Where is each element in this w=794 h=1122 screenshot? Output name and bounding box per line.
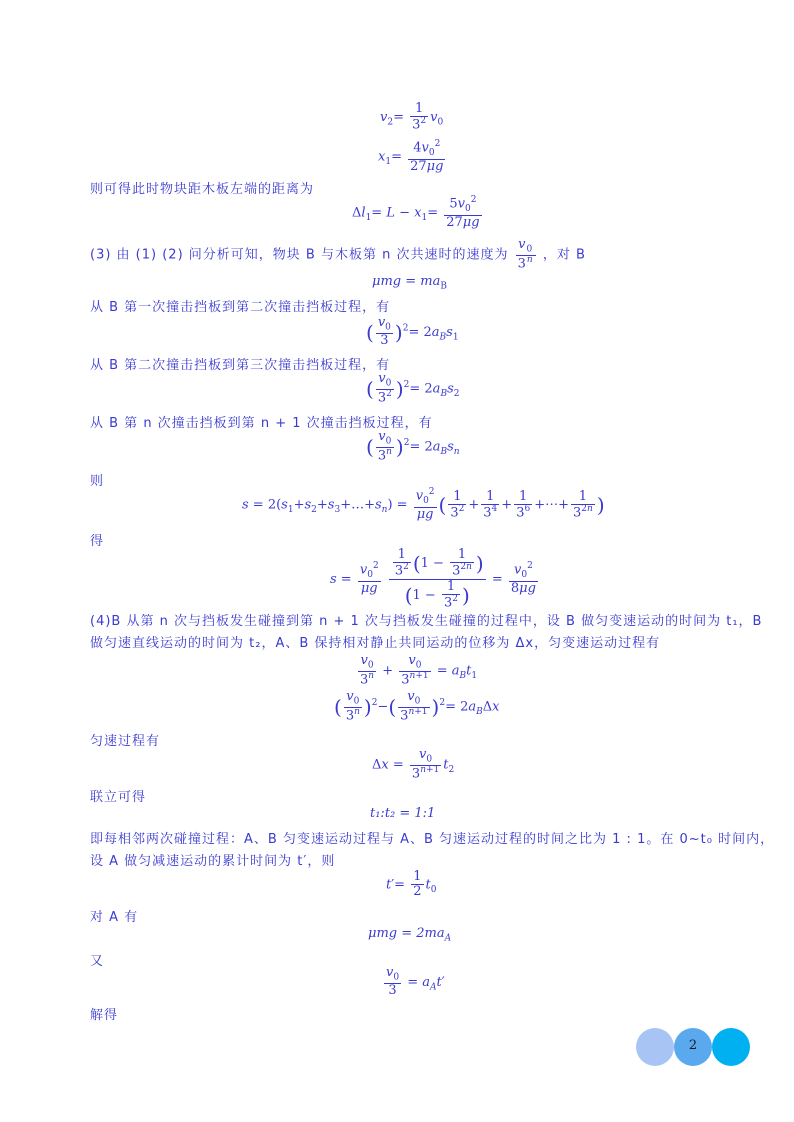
text-line-7: 得 [90, 534, 105, 549]
equation-t-prime: t′= $\frac{1}{2}$ $t_0$ [386, 869, 437, 900]
text-line-2: (3) 由 (1) (2) 问分析可知，物块 B 与木板第 n 次共速时的速度为 $\frac{v_0}{3^n}$ ，对 B [90, 237, 586, 272]
text-line-3: 从 B 第一次撞击挡板到第二次撞击挡板过程，有 [90, 300, 391, 315]
equation-s-result: s = $\frac{v_0^2}{\mu g}$ $\frac{1}{3^2}$ (1 − $\frac{1}{3^{2n}}$ ) (1 − $\frac{1}{3^2}$ ) = $\frac{v_0^2}{8\mu g}$ [330, 547, 536, 611]
equation-s2: ( $\frac{v_0}{3^2}$ )$^2= 2a_Bs_2$ [366, 371, 460, 406]
text-line-8: (4)B 从第 n 次与挡板发生碰撞到第 n + 1 次与挡板发生碰撞的过程中，设 B 做匀变速运动的时间为 t₁，B [90, 614, 763, 629]
text-line-15: 又 [90, 954, 105, 969]
equation-v0-3: $\frac{v_0}{3}$ = $a_At'$ [386, 965, 445, 999]
text-line-2b: ，对 B [542, 247, 586, 263]
text-line-12: 即每相邻两次碰撞过程：A、B 匀变速运动过程与 A、B 匀速运动过程的时间之比为 1 : 1。在 0~t₀ 时间内， [90, 832, 775, 847]
text-line-14: 对 A 有 [90, 910, 139, 925]
equation-velocity-squared: ( $\frac{v_0}{3^n}$ )$^2$−( $\frac{v_0}{3^{n+1}}$ )$^2= 2a_B\Delta x$ [334, 689, 500, 724]
text-line-1: 则可得此时物块距木板左端的距离为 [90, 182, 315, 197]
text-line-6: 则 [90, 474, 105, 489]
equation-mumg-a-text: μmg = 2ma [368, 926, 445, 941]
badge-circle-right [712, 1028, 750, 1066]
page-number: 2 [688, 1038, 698, 1053]
equation-x1: $x_1=$ $\frac{4v_0^2}{27\mu g}$ [378, 139, 444, 174]
equation-mumg-a: $\mu mg = 2ma_A$ [368, 926, 452, 944]
equation-ratio: t₁:t₂ = 1:1 [370, 806, 436, 821]
text-line-16: 解得 [90, 1008, 119, 1023]
equation-delta-x: Δx = $\frac{v_0}{3^{n+1}}$ $t_2$ [372, 747, 455, 782]
equation-delta-l1: $\Delta l_1= L - x_1=$ $\frac{5v_0^2}{27\mu g}$ [352, 195, 480, 230]
equation-sn: ( $\frac{v_0}{3^n}$ )$^2= 2a_Bs_n$ [366, 429, 460, 464]
text-line-10: 匀速过程有 [90, 734, 161, 749]
text-line-2a: (3) 由 (1) (2) 问分析可知，物块 B 与木板第 n 次共速时的速度为 [90, 247, 509, 263]
badge-circle-left [636, 1028, 674, 1066]
text-line-5: 从 B 第 n 次撞击挡板到第 n + 1 次撞击挡板过程，有 [90, 416, 433, 431]
text-line-11: 联立可得 [90, 790, 147, 805]
text-line-9: 做匀速直线运动的时间为 t₂，A、B 保持相对静止共同运动的位移为 Δx，匀变速运动过程有 [90, 636, 661, 651]
equation-velocity-sum: $\frac{v_0}{3^n}$ + $\frac{v_0}{3^{n+1}}$ = $a_Bt_1$ [360, 653, 478, 688]
equation-mumg-b: $\mu mg = ma_B$ [372, 274, 447, 292]
equation-mumg-b-text: μmg = ma [372, 274, 441, 289]
text-line-4: 从 B 第二次撞击挡板到第三次撞击挡板过程，有 [90, 358, 391, 373]
page-number-badge [636, 1028, 752, 1066]
equation-v2: $v_2=$ $\frac{1}{3^2}$ $v_0$ [380, 101, 444, 133]
equation-s-sum: $s = 2(s_1+s_2+s_3+\dots+s_n)$ = $\frac{v_0^2}{\mu g}$ ( $\frac{1}{3^2}$ + $\frac{1}{3^4}$ + $\frac{1}{3^6}$ +⋯+ $\frac{1}{3^{2n}}$ ) [242, 487, 605, 522]
equation-s1: ( $\frac{v_0}{3}$ )$^2= 2a_Bs_1$ [366, 315, 459, 349]
text-line-13: 设 A 做匀减速运动的累计时间为 t′，则 [90, 854, 336, 869]
